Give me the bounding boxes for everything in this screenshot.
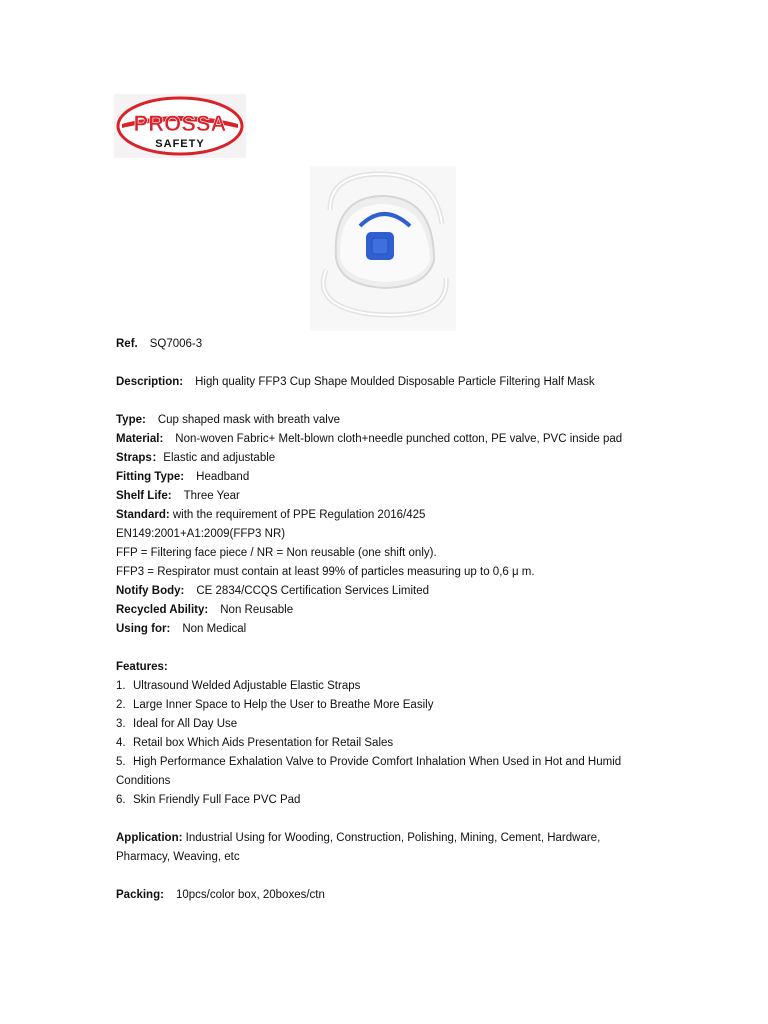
feature-number: 4. — [116, 737, 126, 749]
using-value: Non Medical — [182, 623, 247, 635]
fitting-row — [116, 468, 656, 487]
ref-value: SQ7006-3 — [149, 338, 203, 350]
feature-item — [116, 753, 656, 791]
type-value: Cup shaped mask with breath valve — [157, 414, 341, 426]
standard-value: with the requirement of PPE Regulation 2016/425 — [172, 509, 426, 521]
type-label: Type: — [116, 414, 146, 426]
feature-item — [116, 791, 656, 810]
notify-row — [116, 582, 656, 601]
fitting-label: Fitting Type: — [116, 471, 185, 483]
feature-item — [116, 677, 656, 696]
shelf-value: Three Year — [183, 490, 240, 502]
logo-sub-text: SAFETY — [155, 138, 205, 150]
feature-text: Skin Friendly Full Face PVC Pad — [133, 794, 301, 806]
straps-row — [116, 449, 656, 468]
application-value: Industrial Using for Wooding, Construction, Polishing, Mining, Cement, Hardware, Pharmacy, Weaving, etc — [116, 832, 601, 863]
prossa-safety-logo — [114, 94, 246, 158]
feature-item — [116, 734, 656, 753]
material-value: Non-woven Fabric+ Melt-blown cloth+needle punched cotton, PE valve, PVC inside pad — [175, 433, 623, 445]
notify-label: Notify Body: — [116, 585, 185, 597]
standard-label: Standard: — [116, 509, 170, 521]
straps-value: Elastic and adjustable — [163, 452, 276, 464]
type-row — [116, 411, 656, 430]
description-label: Description: — [116, 376, 184, 388]
standard-row — [116, 506, 656, 525]
recycled-label: Recycled Ability: — [116, 604, 209, 616]
packing-row — [116, 886, 656, 905]
application-label: Application: — [116, 832, 183, 844]
feature-number: 5. — [116, 756, 126, 768]
feature-text: Large Inner Space to Help the User to Breathe More Easily — [133, 699, 434, 711]
recycled-value: Non Reusable — [220, 604, 294, 616]
feature-text: Ideal for All Day Use — [133, 718, 238, 730]
description-row — [116, 373, 656, 392]
product-image-mask — [310, 166, 456, 331]
ref-label: Ref. — [116, 338, 138, 350]
notify-value: CE 2834/CCQS Certification Services Limited — [196, 585, 430, 597]
standard-line: FFP3 = Respirator must contain at least 99% of particles measuring up to 0,6 μ m. — [116, 566, 535, 578]
feature-text: Ultrasound Welded Adjustable Elastic Straps — [133, 680, 361, 692]
description-value: High quality FFP3 Cup Shape Moulded Disposable Particle Filtering Half Mask — [195, 376, 595, 388]
application-row — [116, 829, 656, 867]
packing-label: Packing: — [116, 889, 164, 901]
material-label: Material: — [116, 433, 164, 445]
fitting-value: Headband — [196, 471, 250, 483]
recycled-row — [116, 601, 656, 620]
ref-row — [116, 335, 656, 354]
feature-text: Retail box Which Aids Presentation for Retail Sales — [133, 737, 394, 749]
standard-line: EN149:2001+A1:2009(FFP3 NR) — [116, 528, 286, 540]
product-spec-sheet — [116, 335, 656, 905]
standard-line: FFP = Filtering face piece / NR = Non reusable (one shift only). — [116, 547, 437, 559]
feature-number: 3. — [116, 718, 126, 730]
feature-number: 6. — [116, 794, 126, 806]
features-heading: Features: — [116, 661, 168, 673]
using-label: Using for: — [116, 623, 171, 635]
material-row — [116, 430, 656, 449]
feature-number: 1. — [116, 680, 126, 692]
feature-item — [116, 715, 656, 734]
feature-text: High Performance Exhalation Valve to Provide Comfort Inhalation When Used in Hot and Humid Conditions — [116, 756, 622, 787]
logo-brand-text: PROSSA — [133, 111, 227, 136]
packing-value: 10pcs/color box, 20boxes/ctn — [175, 889, 325, 901]
shelf-label: Shelf Life: — [116, 490, 172, 502]
shelf-row — [116, 487, 656, 506]
feature-number: 2. — [116, 699, 126, 711]
feature-item — [116, 696, 656, 715]
straps-label: Straps： — [116, 452, 164, 464]
using-row — [116, 620, 656, 639]
